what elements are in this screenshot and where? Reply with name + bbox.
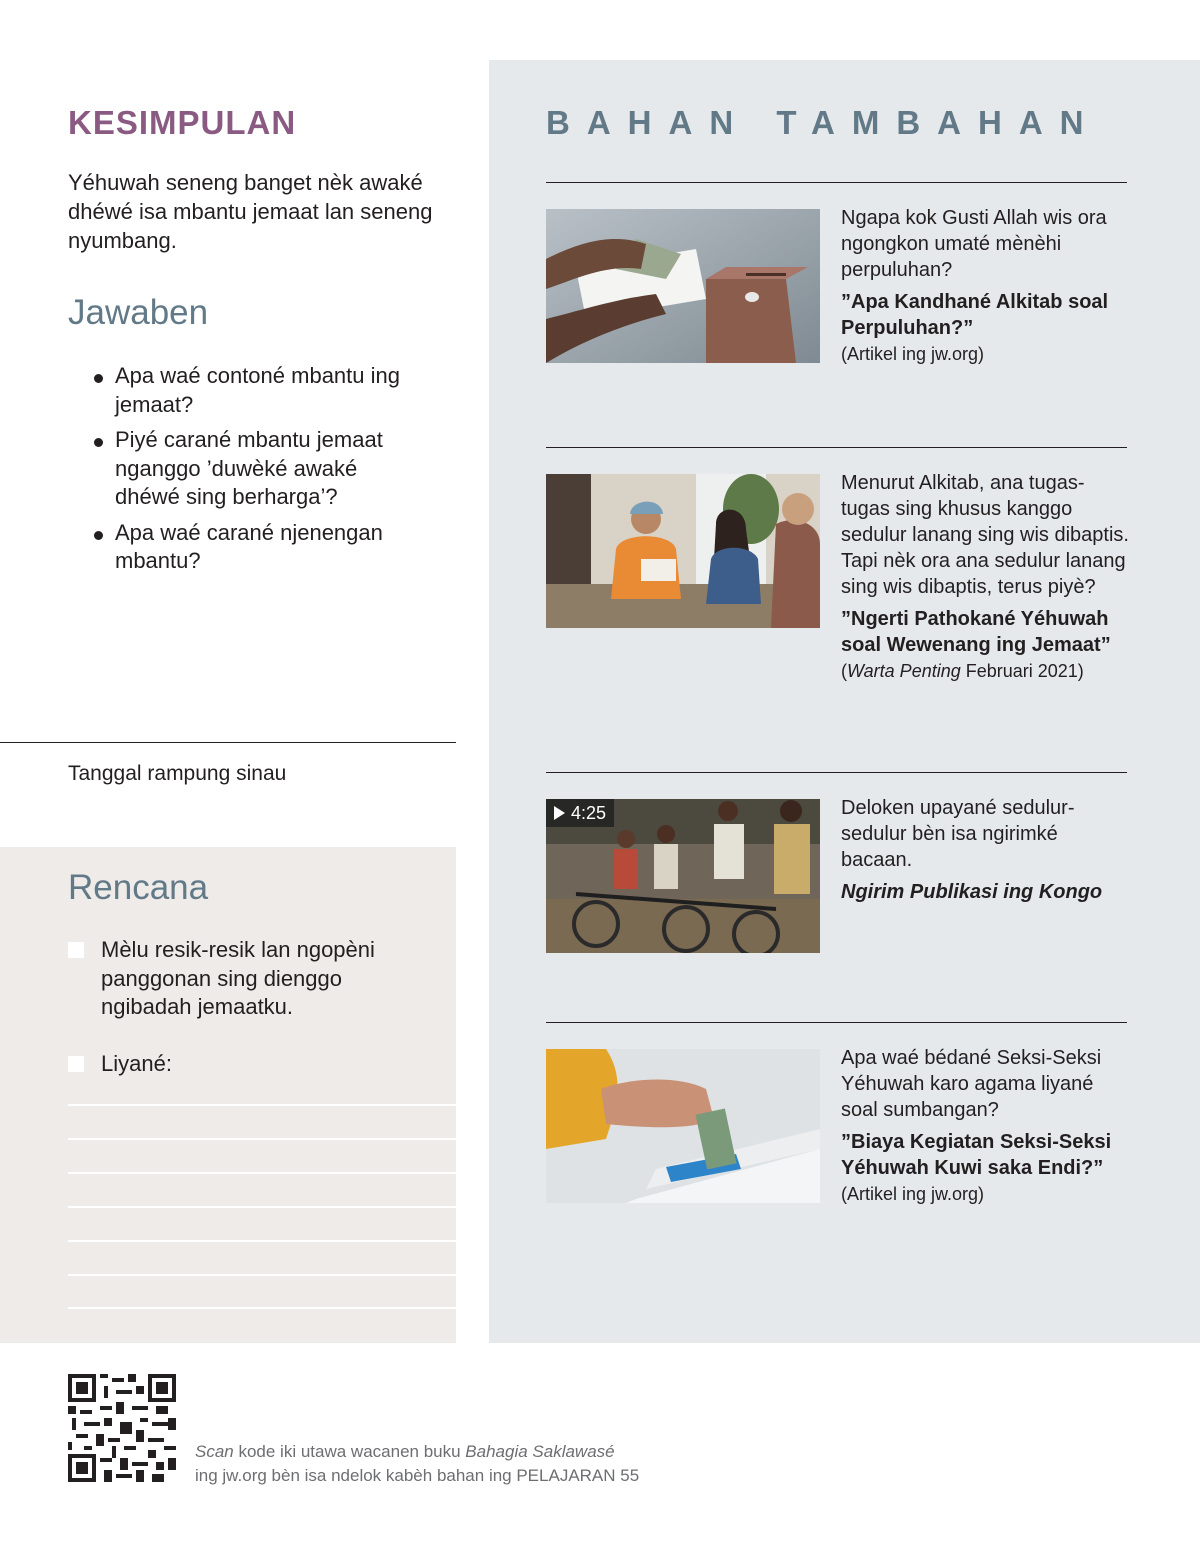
review-question-list [92, 362, 422, 583]
source-open-paren: ( [841, 661, 847, 681]
item-divider [546, 447, 1127, 448]
extra-material-heading: BAHAN TAMBAHAN [546, 104, 1101, 141]
plan-goal-checkbox[interactable] [68, 942, 84, 958]
plan-other-checkbox[interactable] [68, 1056, 84, 1072]
scan-word: Scan [195, 1442, 234, 1461]
summary-text: Yéhuwah seneng banget nèk awaké dhéwé isa mbantu jemaat lan seneng nyumbang. [68, 170, 433, 253]
writing-line[interactable] [68, 1172, 456, 1174]
footer-line-2: ing jw.org bèn isa ndelok kabèh bahan ing PELAJARAN 55 [195, 1466, 640, 1485]
item-description: Menurut Alkitab, ana tugas-tugas sing khusus kanggo sedulur lanang sing wis dibaptis. Tapi nèk ora ana sedulur lanang sing wis dibaptis, terus piyè? [841, 472, 1129, 598]
writing-line[interactable] [68, 1274, 456, 1276]
writing-line[interactable] [68, 1307, 456, 1309]
extra-item-text [841, 470, 1131, 684]
plan-box [0, 847, 456, 1343]
source-date: Februari 2021) [960, 661, 1084, 681]
footer-line-1-text: kode iki utawa wacanen buku [233, 1442, 466, 1461]
source-publication: Warta Penting [847, 661, 961, 681]
date-divider [0, 742, 456, 743]
writing-line[interactable] [68, 1206, 456, 1208]
item-divider [546, 1022, 1127, 1023]
item-source [841, 658, 1131, 684]
extra-item-text [841, 1045, 1131, 1207]
video-duration: 4:25 [571, 803, 607, 823]
item-description: Deloken upayané sedulur-sedulur bèn isa ngirimké bacaan. [841, 797, 1075, 871]
review-question: Apa waé contoné mbantu ing jemaat? [92, 362, 422, 419]
tithe-envelope-image[interactable] [546, 209, 820, 363]
play-icon [554, 806, 565, 820]
women-study-group-image[interactable] [546, 474, 820, 628]
plan-other-item [68, 1050, 408, 1079]
item-divider [546, 772, 1127, 773]
item-description: Apa waé bédané Seksi-Seksi Yéhuwah karo agama liyané soal sumbangan? [841, 1047, 1102, 1121]
extra-item-text [841, 795, 1131, 905]
item-title-link[interactable]: Ngirim Publikasi ing Kongo [841, 881, 1103, 903]
writing-line[interactable] [68, 1240, 456, 1242]
plan-goal-text: Mèlu resik-resik lan ngopèni panggonan sing dienggo ngibadah jemaatku. [101, 937, 375, 1019]
item-source: (Artikel ing jw.org) [841, 1184, 985, 1204]
video-duration-badge [546, 799, 614, 827]
review-question: Piyé carané mbantu jemaat nganggo ’duwèké awaké dhéwé sing berharga’? [92, 426, 422, 512]
book-title: Bahagia Saklawasé [465, 1442, 615, 1461]
plan-other-label: Liyané: [101, 1051, 172, 1076]
footer-note [195, 1440, 639, 1488]
summary-heading: KESIMPULAN [68, 104, 297, 141]
review-question: Apa waé carané njenengan mbantu? [92, 519, 422, 576]
donation-box-image[interactable] [546, 1049, 820, 1203]
extra-item-text [841, 205, 1131, 367]
qr-code-icon[interactable] [68, 1374, 176, 1482]
writing-line[interactable] [68, 1138, 456, 1140]
item-title-link[interactable]: ”Apa Kandhané Alkitab soal Perpuluhan?” [841, 291, 1109, 339]
plan-goal-item [68, 936, 408, 1022]
completion-date-label: Tanggal rampung sinau [68, 762, 287, 785]
review-heading: Jawaben [68, 293, 209, 332]
footer-line-1 [195, 1440, 639, 1464]
item-source: (Artikel ing jw.org) [841, 344, 985, 364]
item-description: Ngapa kok Gusti Allah wis ora ngongkon umaté mènèhi perpuluhan? [841, 207, 1107, 281]
item-divider [546, 182, 1127, 183]
item-title-link[interactable]: ”Ngerti Pathokané Yéhuwah soal Wewenang ing Jemaat” [841, 608, 1111, 656]
item-title-link[interactable]: ”Biaya Kegiatan Seksi-Seksi Yéhuwah Kuwi saka Endi?” [841, 1131, 1112, 1179]
bicycle-delivery-video[interactable] [546, 799, 820, 953]
plan-heading: Rencana [68, 868, 209, 907]
writing-line[interactable] [68, 1104, 456, 1106]
